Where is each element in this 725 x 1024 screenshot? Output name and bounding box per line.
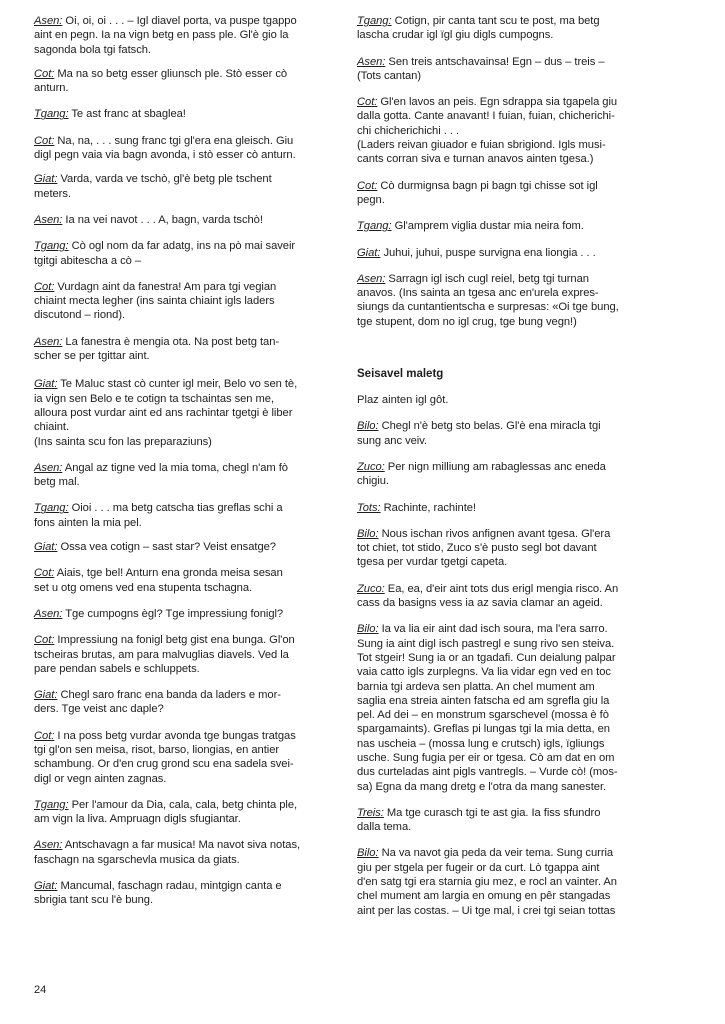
speaker-name: Bilo: <box>357 847 379 860</box>
dialogue-line <box>34 798 360 827</box>
speaker-name: Cot: <box>34 280 55 293</box>
speaker-name: Giat: <box>34 378 58 391</box>
dialogue-line <box>357 622 683 794</box>
speaker-name: Cot: <box>357 96 378 109</box>
speaker-name: Zuco: <box>357 582 385 595</box>
speaker-name: Asen: <box>357 272 386 285</box>
speaker-name: Tgang: <box>34 108 69 121</box>
speaker-name: Asen: <box>34 839 63 852</box>
dialogue-line <box>34 107 360 121</box>
dialogue-text: Per l'amour da Dia, cala, cala, betg chinta ple, am vign la liva. Ampruagn digls sfugiantar. <box>34 798 298 826</box>
dialogue-text: Cò ogl nom da far adatg, ins na pò mai saveir tgitgi abitescha a cò – <box>34 240 296 267</box>
speaker-name: Giat: <box>34 689 58 702</box>
dialogue-line <box>34 838 360 867</box>
speaker-name: Tots: <box>357 501 381 514</box>
speaker-name: Giat: <box>34 541 58 554</box>
speaker-name: Tgang: <box>357 220 392 233</box>
dialogue-text: Cotign, pir canta tant scu te post, ma betg lascha crudar igl ïgl giu digls cumpogns. <box>357 15 600 42</box>
dialogue-line <box>357 55 683 84</box>
right-column <box>357 14 683 918</box>
speaker-name: Cot: <box>34 729 55 742</box>
dialogue-text: I na poss betg vurdar avonda tge bungas tratgas tgi gl'on sen meisa, risot, barso, liongias, en antier schambung. Or d'en crug grond scu ena sadela svei- digl or vegn ainten zagnas. <box>34 729 296 785</box>
speaker-name: Asen: <box>34 335 63 348</box>
dialogue-line <box>34 501 360 530</box>
dialogue-line <box>357 846 683 917</box>
dialogue-line <box>357 419 683 448</box>
dialogue-text: Angal az tigne ved la mia toma, chegl n'am fò betg mal. <box>34 461 288 489</box>
dialogue-line <box>34 335 360 364</box>
dialogue-line <box>34 239 360 268</box>
speaker-name: Asen: <box>34 607 63 620</box>
speaker-name: Asen: <box>34 461 63 474</box>
dialogue-text: Mancumal, faschagn radau, mintgign canta e sbrigia tant scu l'è bung. <box>34 880 282 907</box>
dialogue-text: Cò durmignsa bagn pi bagn tgi chisse sot igl pegn. <box>357 179 598 206</box>
dialogue-text: Impressiung na fonigl betg gist ena bunga. Gl'on tscheiras brutas, am para malvuglias diavels. Ved la pare pendan sabels e schluppets. <box>34 634 295 675</box>
dialogue-text: Nous ischan rivos anfignen avant tgesa. Gl'era tot chiet, tot stido, Zuco s'è pusto segl bot davant tgesa per vurdar tgetgi capeta. <box>357 527 611 569</box>
speaker-name: Bilo: <box>357 420 379 433</box>
dialogue-text: Chegl n'è betg sto belas. Gl'è ena miracla tgi sung anc veiv. <box>357 420 601 447</box>
speaker-name: Treis: <box>357 806 384 819</box>
dialogue-text: Ia na vei navot . . . A, bagn, varda tschò! <box>62 213 263 226</box>
dialogue-text: Ma tge curasch tgi te ast gia. Ia fiss sfundro dalla tema. <box>357 806 601 834</box>
dialogue-text: Sarragn igl isch cugl reiel, betg tgi turnan anavos. (Ins sainta an tgesa anc en'urela expres- siungs da cuntantientscha e surpresas: «Oi tge bung, tge stupent, dom no igl crug, tge bung vegn!) <box>357 272 619 328</box>
dialogue-line <box>357 219 683 233</box>
dialogue-line <box>34 540 360 554</box>
dialogue-text: Rachinte, rachinte! <box>380 501 476 514</box>
dialogue-line <box>34 566 360 595</box>
dialogue-text: Ia va lia eir aint dad isch soura, ma l'era sarro. Sung ia aint digl isch pastregl e sung rivo sen steiva. Tot stgeir! Sung ia or an tgadafi. Cun deialung palpar vaia catto igls zurplegns. Va lia vidar egn ved en toc barnia tgi ardeva sen platta. An chel mument am saglia ena streia ainten fatscha ed am sgrefla giu la pel. Ad dei – en monstrum sgarschevel (mossa è fò spargamaints). Greflas pi lungas tgi la mia detta, en nas uscheia – (mossa lung e crutsch) igls, ïgliungs usche. Sung fugia per eir or tgesa. Cò am dat en om dus curteladas aint pigls vantregls. – Vurde cò! (mos- sa) Egna da mang dretg e l'otra da mang sanester. <box>357 623 618 793</box>
dialogue-text: Per nign milliung am rabaglessas anc eneda chigiu. <box>357 460 606 488</box>
dialogue-line <box>34 172 360 201</box>
dialogue-text: Te ast franc at sbaglea! <box>68 108 186 121</box>
dialogue-line <box>34 461 360 490</box>
dialogue-text: Sen treis antschavainsa! Egn – dus – treis – (Tots cantan) <box>357 55 605 82</box>
dialogue-line <box>357 501 683 515</box>
speaker-name: Giat: <box>357 246 381 259</box>
dialogue-line <box>357 179 683 208</box>
speaker-name: Cot: <box>34 134 55 147</box>
dialogue-line <box>357 582 683 611</box>
dialogue-text: Oi, oi, oi . . . – Igl diavel porta, va puspe tgappo aint en pegn. Ia na vign betg en pass ple. Gl'è gio la sagonda bola tgi fatsch. <box>34 15 297 56</box>
dialogue-line <box>357 14 683 43</box>
speaker-name: Giat: <box>34 880 58 893</box>
dialogue-text: Aiais, tge bel! Anturn ena gronda meisa sesan set u otg omens ved ena stupenta tschagna. <box>34 567 283 594</box>
speaker-name: Bilo: <box>357 527 379 540</box>
speaker-name: Cot: <box>34 634 55 647</box>
dialogue-line <box>34 213 360 227</box>
speaker-name: Cot: <box>34 567 55 580</box>
page-number: 24 <box>34 984 47 996</box>
speaker-name: Asen: <box>34 15 63 27</box>
dialogue-text: Na va navot gia peda da veir tema. Sung curria giu per stgela per fugeir or da curt. Lò tgappa aint d'en satg tgi era starnia giu mez, e rocl an vainter. An chel mument am largia en omung en pêr stangadas aint per las costas. – Ui tge mal, i crei tgi seian tottas <box>357 847 617 917</box>
dialogue-text: Tge cumpogns ègl? Tge impressiung fonigl? <box>62 607 284 620</box>
speaker-name: Bilo: <box>357 623 379 636</box>
dialogue-line <box>34 879 360 908</box>
speaker-name: Cot: <box>34 67 55 80</box>
speaker-name: Tgang: <box>34 502 69 515</box>
speaker-name: Asen: <box>357 55 386 68</box>
dialogue-text: Ossa vea cotign – sast star? Veist ensatge? <box>57 541 276 554</box>
dialogue-text: Vurdagn aint da fanestra! Am para tgi vegian chiaint mecta legher (ins sainta chiaint igls laders discutond – riond). <box>34 280 277 322</box>
dialogue-line <box>34 377 360 448</box>
dialogue-line <box>34 688 360 717</box>
speaker-name: Asen: <box>34 213 63 226</box>
dialogue-text: Ma na so betg esser gliunsch ple. Stò esser cò anturn. <box>34 67 288 95</box>
dialogue-line <box>34 607 360 621</box>
dialogue-text: Ea, ea, d'eir aint tots dus erigl mengia risco. An cass da basigns vess ia az savia clamar an ageid. <box>357 582 619 610</box>
speaker-name: Tgang: <box>357 15 392 27</box>
speaker-name: Tgang: <box>34 240 69 253</box>
speaker-name: Giat: <box>34 173 58 186</box>
dialogue-line <box>357 246 683 260</box>
dialogue-text: Oioi . . . ma betg catscha tias greflas schi a fons ainten la mia pel. <box>34 502 283 529</box>
dialogue-text: La fanestra è mengia ota. Na post betg tan- scher se per tgittar aint. <box>34 335 280 363</box>
speaker-name: Cot: <box>357 179 378 192</box>
dialogue-text: Varda, varda ve tschò, gl'è betg ple tschent meters. <box>34 173 272 200</box>
dialogue-text: Gl'amprem viglia dustar mia neira fom. <box>391 220 584 233</box>
dialogue-text: Antschavagn a far musica! Ma navot siva notas, faschagn na sgarschevla musica da giats. <box>34 839 301 866</box>
dialogue-text: Na, na, . . . sung franc tgi gl'era ena gleisch. Giu digl pegn vaia via bagn avonda, i stò esser cò anturn. <box>34 134 296 162</box>
dialogue-line <box>357 527 683 570</box>
dialogue-text: Te Maluc stast cò cunter igl meir, Belo vo sen tè, ia vign sen Belo e te cotign ta tschaintas sen me, alloura post vurdar aint ed ans rachintar tgetgi è liber chiaint. (Ins sainta scu fon las preparaziuns) <box>34 378 298 448</box>
section-title: Seisavel maletg <box>357 368 444 381</box>
speaker-name: Tgang: <box>34 798 69 811</box>
dialogue-line <box>34 67 360 96</box>
stage-direction: Plaz ainten igl gôt. <box>357 394 449 407</box>
dialogue-line <box>34 280 360 323</box>
dialogue-text: Chegl saro franc ena banda da laders e mor- ders. Tge veist anc daple? <box>34 689 281 716</box>
dialogue-line <box>357 272 683 329</box>
dialogue-line <box>34 729 360 786</box>
dialogue-line <box>357 95 683 166</box>
left-column <box>34 14 360 908</box>
dialogue-line <box>34 633 360 676</box>
dialogue-text: Juhui, juhui, puspe survigna ena liongia . . . <box>380 246 596 259</box>
dialogue-line <box>34 14 360 57</box>
dialogue-line <box>357 460 683 489</box>
dialogue-line <box>357 806 683 835</box>
dialogue-text: Gl'en lavos an peis. Egn sdrappa sia tgapela giu dalla gotta. Cante anavant! I fuian, fuian, chicherichi- chi chicherichichi . . . (Laders reivan giuador e fuian sbrigiond. Igls musi- cants corran siva e turnan anavos ainten tgesa.) <box>357 96 618 166</box>
dialogue-line <box>34 134 360 163</box>
speaker-name: Zuco: <box>357 460 385 473</box>
